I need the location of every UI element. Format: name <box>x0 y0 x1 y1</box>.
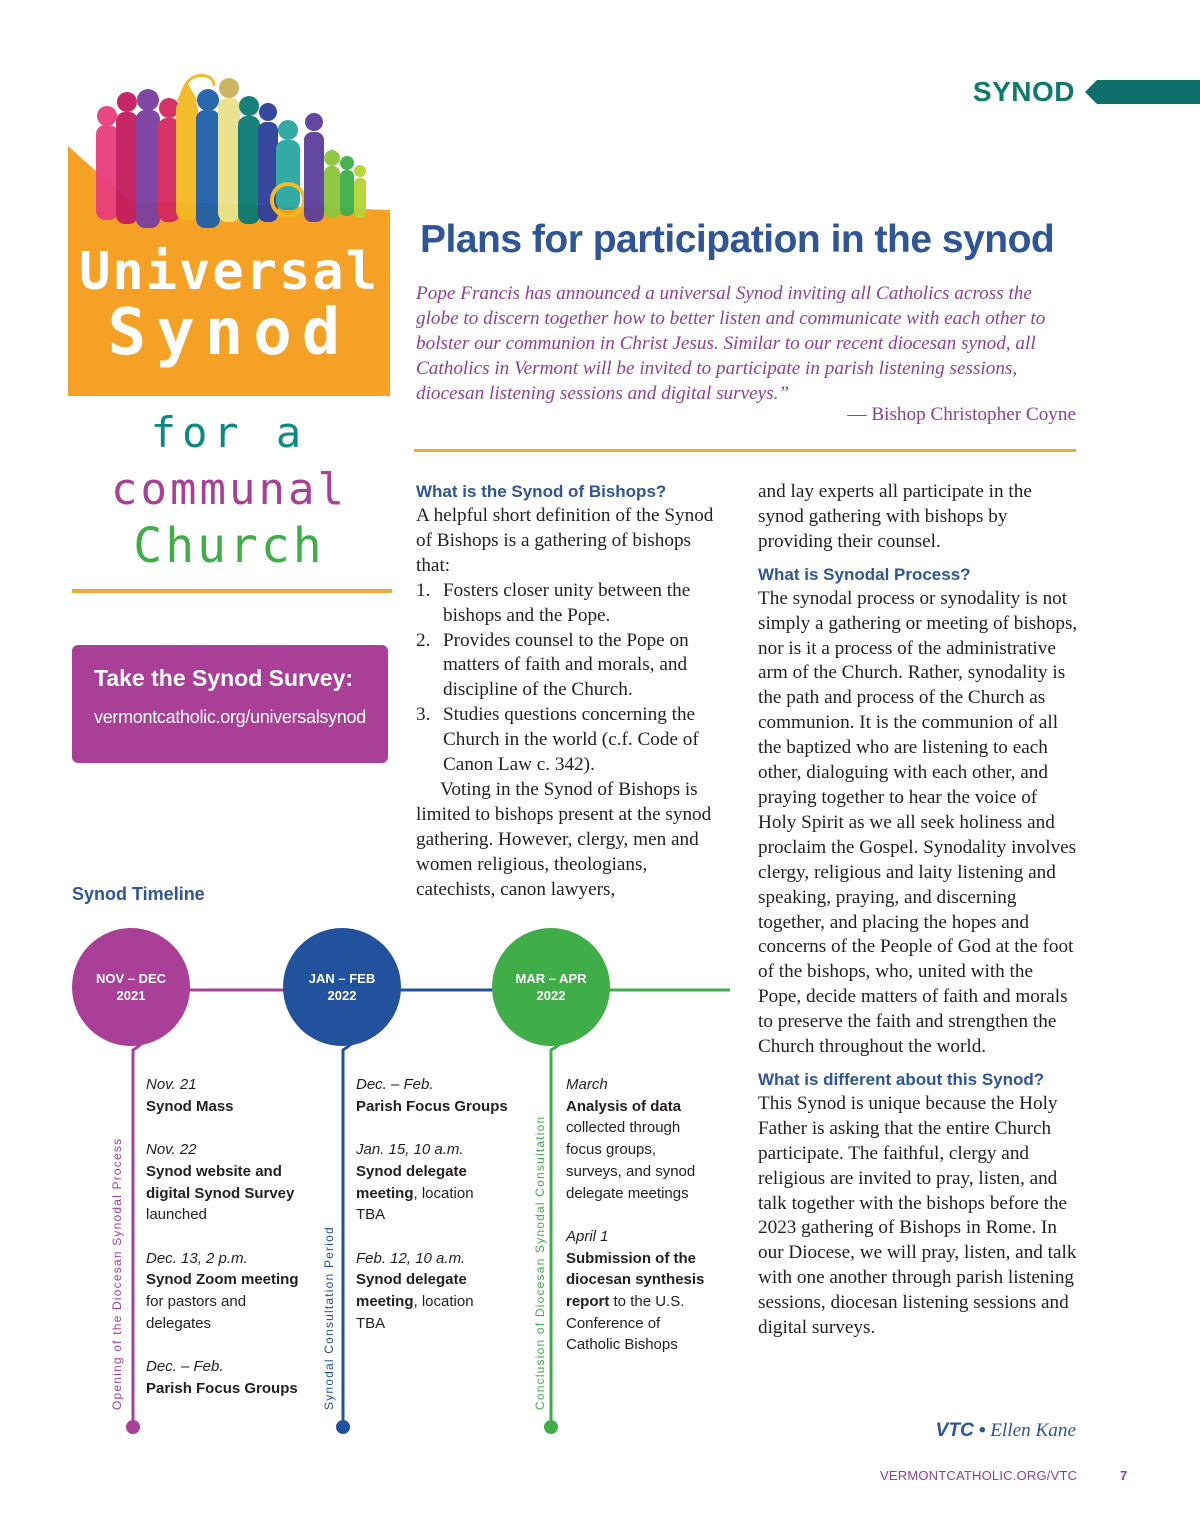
section-label: SYNOD <box>972 76 1075 107</box>
phase-1-months: NOV – DEC <box>95 971 167 986</box>
voting-paragraph: Voting in the Synod of Bishops is limited to bishops present at the synod gathering. However, clergy, men and women religious, theologians, catechists, canon lawyers, <box>416 778 712 900</box>
timeline-event <box>146 1248 316 1335</box>
event-date: Dec. 13, 2 p.m. <box>146 1249 248 1267</box>
event-date: March <box>566 1076 608 1093</box>
timeline-event <box>356 1139 521 1226</box>
timeline-event <box>356 1248 521 1335</box>
list-number: 3. <box>416 704 431 726</box>
event-title: Synod delegate meeting <box>356 1162 467 1202</box>
page-number: 7 <box>1120 1468 1128 1483</box>
heading-synodal-process: What is Synodal Process? <box>758 564 971 584</box>
event-date: Nov. 21 <box>146 1076 197 1093</box>
timeline-phase-2-circle <box>283 928 401 1046</box>
byline-publication: VTC <box>935 1420 974 1441</box>
logo-church: Church <box>133 518 325 574</box>
timeline-phase-3-circle <box>492 928 610 1046</box>
event-title: Submission of the diocesan synthesis report <box>566 1249 705 1311</box>
event-detail: to the U.S. Conference of Catholic Bishops <box>566 1293 685 1354</box>
heading-synod-of-bishops: What is the Synod of Bishops? <box>416 482 667 501</box>
event-detail: , location TBA <box>356 1293 474 1332</box>
logo-universal: Universal <box>79 242 379 302</box>
phase-3-events <box>566 1074 726 1378</box>
logo-synod: Synod <box>107 296 351 370</box>
survey-title: Take the Synod Survey: <box>94 665 354 691</box>
different-synod-text: This Synod is unique because the Holy Father is asking that the entire Church participate. The faithful, clergy and religious are invited to pray, listen, and talk together with the bishops before the 2023 gathering of Bishops in Rome. In our Diocese, we will pray, listen, and talk with one another through parish listening sessions, diocesan listening sessions and digital surveys. <box>758 1092 1077 1339</box>
timeline-phase-1-circle <box>72 928 190 1046</box>
timeline-event <box>566 1074 726 1204</box>
timeline-event <box>356 1074 521 1117</box>
event-date: Dec. – Feb. <box>356 1076 434 1093</box>
event-date: Nov. 22 <box>146 1141 197 1159</box>
event-detail: , location TBA <box>356 1184 474 1224</box>
article-intro-quote: Pope Francis has announced a universal Synod inviting all Catholics across the globe to discern together how to better listen and communicate with each other to bolster our communion in Christ Jesus. Similar to our recent diocesan synod, all Catholics in Vermont will be invited to participate in parish listening sessions, diocesan listening sessions and digital surveys.” <box>416 283 1046 404</box>
voting-paragraph-continued: and lay experts all participate in the synod gathering with bishops by providing their counsel. <box>758 481 1032 552</box>
event-date: Feb. 12, 10 a.m. <box>356 1249 466 1267</box>
synodal-process-text: The synodal process or synodality is not simply a gathering or meeting of bishops, nor is it a process of the administrative arm of the Church. Rather, synodality is the path and process of the Church as communion. It is the communion of all the baptized who are listening to each other, dialoguing with each other, and praying together to hear the voice of Holy Spirit as we all seek holiness and proclaim the Gospel. Synodality involves clergy, religious and laity listening and speaking, praying, and discerning together, and placing the hopes and concerns of the People of God at the foot of the bishops, who, united with the Pope, decide matters of faith and morals to preserve the faith and strengthen the Church throughout the world. <box>758 587 1078 1058</box>
event-title: Parish Focus Groups <box>356 1097 508 1115</box>
list-text: Fosters closer unity between the bishops and the Pope. <box>443 579 691 626</box>
phase-2-events <box>356 1074 521 1356</box>
event-title: Synod Mass <box>146 1097 234 1115</box>
phase-1-events <box>146 1074 316 1421</box>
event-title: Analysis of data <box>566 1097 682 1115</box>
event-detail: for pastors and delegates <box>146 1293 247 1332</box>
list-number: 1. <box>416 579 431 601</box>
event-date: Jan. 15, 10 a.m. <box>356 1141 464 1159</box>
event-title: Synod delegate meeting <box>356 1271 467 1310</box>
phase-2-label: Synodal Consultation Period <box>322 1226 336 1410</box>
phase-2-year: 2022 <box>327 988 357 1003</box>
timeline-event <box>146 1356 316 1399</box>
phase-3-year: 2022 <box>536 988 566 1003</box>
byline-author: Ellen Kane <box>990 1420 1076 1441</box>
list-text: Provides counsel to the Pope on matters of faith and morals, and discipline of the Church. <box>443 629 689 701</box>
phase-3-months: MAR – APR <box>515 971 587 986</box>
footer-url[interactable]: VERMONTCATHOLIC.ORG/VTC <box>880 1468 1078 1483</box>
byline-separator: • <box>978 1420 986 1441</box>
event-title: Synod website and digital Synod Survey <box>146 1162 295 1202</box>
heading-different-synod: What is different about this Synod? <box>758 1069 1045 1089</box>
event-detail: collected through focus groups, surveys, and synod delegate meetings <box>566 1119 696 1202</box>
synod-definition-text: A helpful short definition of the Synod of Bishops is a gathering of bishops that: <box>416 505 714 576</box>
event-date: April 1 <box>566 1227 609 1245</box>
phase-2-months: JAN – FEB <box>308 971 376 986</box>
phase-1-year: 2021 <box>116 988 146 1003</box>
quote-attribution: — Bishop Christopher Coyne <box>847 404 1076 425</box>
phase-3-label: Conclusion of Diocesan Synodal Consultation <box>533 1115 547 1410</box>
event-title: Parish Focus Groups <box>146 1379 298 1397</box>
event-detail: launched <box>146 1206 207 1224</box>
survey-link[interactable]: vermontcatholic.org/universalsynod <box>94 707 366 727</box>
timeline-title: Synod Timeline <box>72 884 205 904</box>
phase-1-label: Opening of the Diocesan Synodal Process <box>110 1137 124 1410</box>
article-title: Plans for participation in the synod <box>420 218 1055 261</box>
event-title: Synod Zoom meeting <box>146 1271 299 1289</box>
list-number: 2. <box>416 629 431 651</box>
timeline-event <box>146 1139 316 1226</box>
timeline-event <box>146 1074 316 1117</box>
logo-communal: communal <box>111 464 347 515</box>
list-text: Studies questions concerning the Church in the world (c.f. Code of Canon Law c. 342). <box>443 704 699 776</box>
timeline-event <box>566 1226 726 1356</box>
event-date: Dec. – Feb. <box>146 1358 224 1376</box>
logo-for-a: for a <box>150 408 308 457</box>
